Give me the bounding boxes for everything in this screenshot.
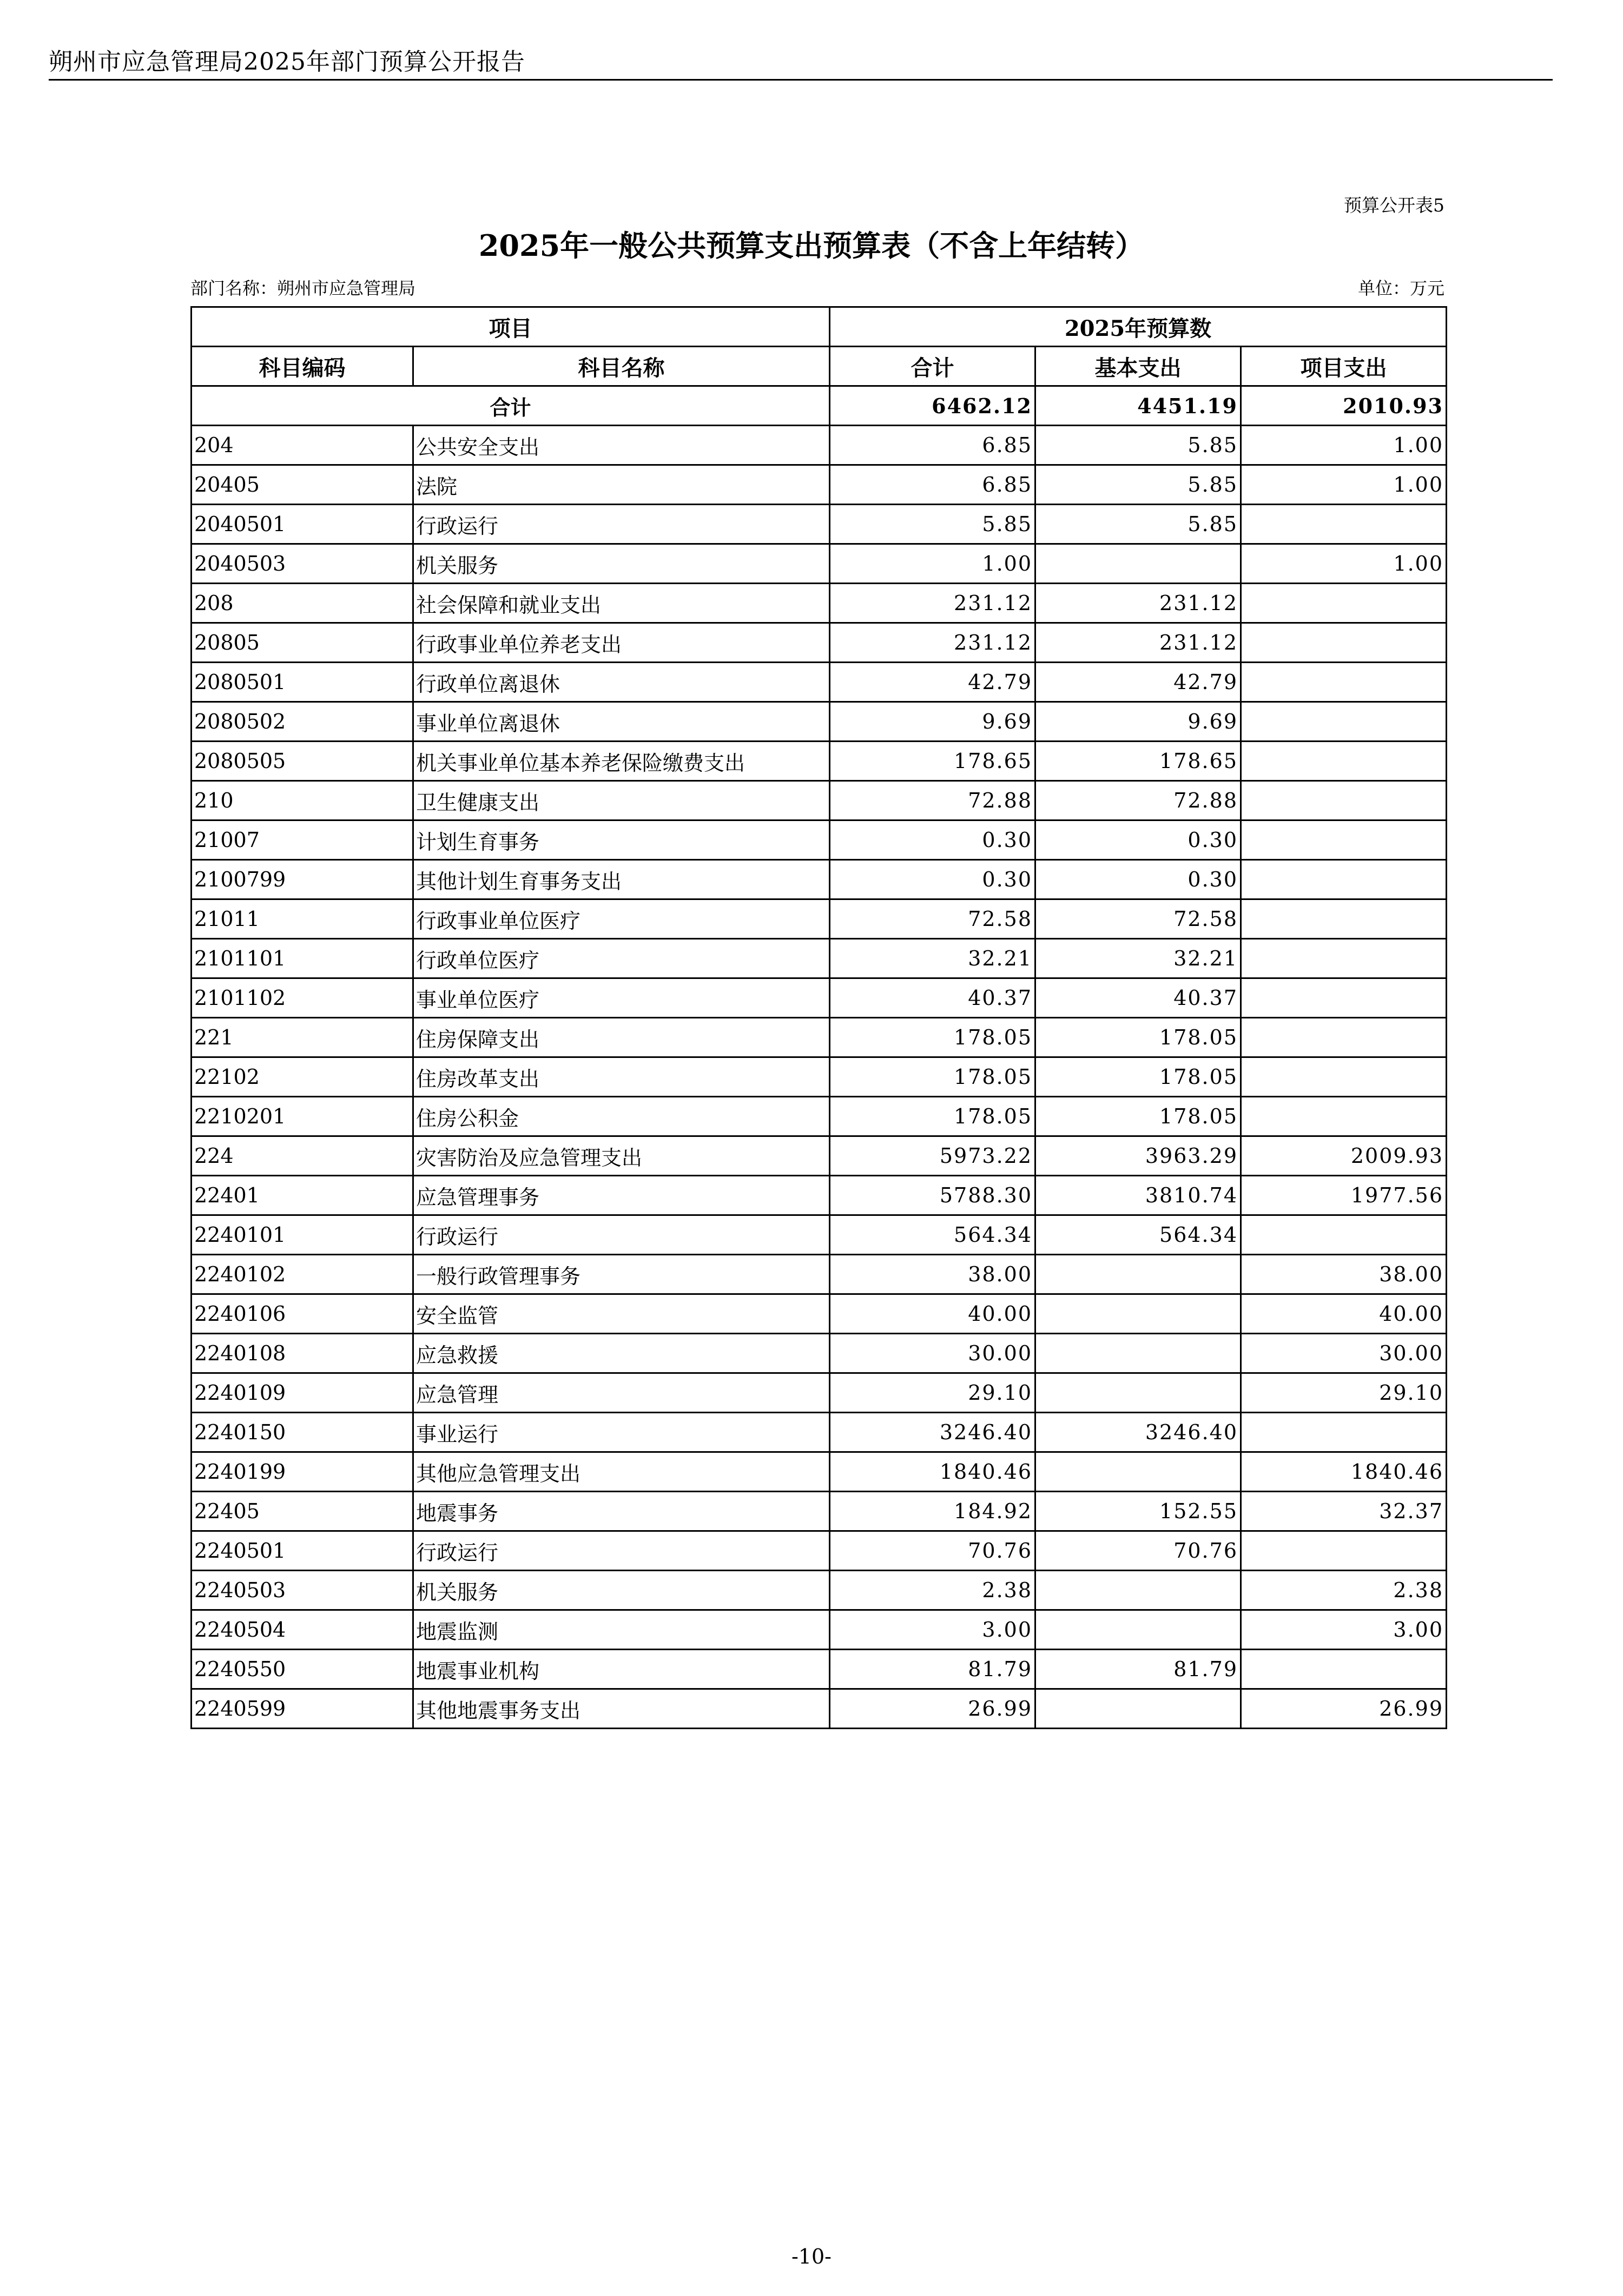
table-row <box>192 505 1447 544</box>
row-code: 2240503 <box>192 1571 413 1610</box>
row-name: 机关事业单位基本养老保险缴费支出 <box>413 742 830 781</box>
row-total: 70.76 <box>830 1531 1035 1571</box>
row-basic: 5.85 <box>1035 426 1241 465</box>
row-basic: 3246.40 <box>1035 1413 1241 1452</box>
row-name: 地震事业机构 <box>413 1650 830 1689</box>
table-row <box>192 702 1447 742</box>
header-rule <box>49 79 1553 81</box>
table-row <box>192 821 1447 860</box>
row-basic <box>1035 1334 1241 1373</box>
row-code: 2240109 <box>192 1373 413 1413</box>
row-code: 210 <box>192 781 413 821</box>
row-code: 2240501 <box>192 1531 413 1571</box>
row-basic: 40.37 <box>1035 978 1241 1018</box>
row-project <box>1241 623 1447 663</box>
row-basic <box>1035 1255 1241 1294</box>
header-year-budget: 2025年预算数 <box>830 307 1447 347</box>
row-total: 40.37 <box>830 978 1035 1018</box>
header-code: 科目编码 <box>192 347 413 386</box>
row-basic <box>1035 1452 1241 1492</box>
row-basic: 5.85 <box>1035 465 1241 505</box>
row-code: 2101101 <box>192 939 413 978</box>
row-name: 地震事务 <box>413 1492 830 1531</box>
row-code: 21007 <box>192 821 413 860</box>
row-total: 178.05 <box>830 1018 1035 1057</box>
table-row <box>192 1255 1447 1294</box>
table-row <box>192 1650 1447 1689</box>
row-project <box>1241 663 1447 702</box>
row-name: 事业单位离退休 <box>413 702 830 742</box>
row-total: 40.00 <box>830 1294 1035 1334</box>
row-name: 住房改革支出 <box>413 1057 830 1097</box>
row-project <box>1241 742 1447 781</box>
row-total: 1.00 <box>830 544 1035 584</box>
row-code: 204 <box>192 426 413 465</box>
row-code: 21011 <box>192 899 413 939</box>
row-basic: 178.05 <box>1035 1057 1241 1097</box>
row-name: 行政运行 <box>413 1531 830 1571</box>
row-basic <box>1035 1373 1241 1413</box>
row-basic: 178.05 <box>1035 1018 1241 1057</box>
row-name: 计划生育事务 <box>413 821 830 860</box>
table-row <box>192 1176 1447 1215</box>
row-basic <box>1035 1610 1241 1650</box>
row-name: 法院 <box>413 465 830 505</box>
row-total: 26.99 <box>830 1689 1035 1729</box>
department-label: 部门名称：朔州市应急管理局 <box>190 278 416 299</box>
table-row <box>192 1452 1447 1492</box>
row-code: 208 <box>192 584 413 623</box>
total-project: 2010.93 <box>1241 386 1447 426</box>
row-basic: 0.30 <box>1035 821 1241 860</box>
row-basic: 5.85 <box>1035 505 1241 544</box>
row-basic <box>1035 1294 1241 1334</box>
table-row <box>192 1531 1447 1571</box>
row-project <box>1241 1650 1447 1689</box>
row-total: 178.05 <box>830 1097 1035 1136</box>
row-code: 2240150 <box>192 1413 413 1452</box>
row-basic: 178.65 <box>1035 742 1241 781</box>
row-code: 20805 <box>192 623 413 663</box>
running-header: 朔州市应急管理局2025年部门预算公开报告 <box>49 48 525 76</box>
row-total: 6.85 <box>830 465 1035 505</box>
row-total: 29.10 <box>830 1373 1035 1413</box>
row-basic: 81.79 <box>1035 1650 1241 1689</box>
row-project <box>1241 1057 1447 1097</box>
row-code: 2040503 <box>192 544 413 584</box>
row-name: 行政运行 <box>413 1215 830 1255</box>
row-name: 灾害防治及应急管理支出 <box>413 1136 830 1176</box>
row-project: 38.00 <box>1241 1255 1447 1294</box>
row-project: 26.99 <box>1241 1689 1447 1729</box>
row-total: 0.30 <box>830 860 1035 899</box>
row-total: 231.12 <box>830 623 1035 663</box>
row-name: 住房公积金 <box>413 1097 830 1136</box>
table-row <box>192 1215 1447 1255</box>
unit-label: 单位：万元 <box>1357 278 1444 299</box>
row-code: 2240504 <box>192 1610 413 1650</box>
table-row <box>192 1018 1447 1057</box>
total-sum: 6462.12 <box>830 386 1035 426</box>
row-name: 机关服务 <box>413 1571 830 1610</box>
row-basic: 3963.29 <box>1035 1136 1241 1176</box>
table-row <box>192 426 1447 465</box>
row-basic: 32.21 <box>1035 939 1241 978</box>
row-basic: 42.79 <box>1035 663 1241 702</box>
row-code: 2210201 <box>192 1097 413 1136</box>
row-name: 安全监管 <box>413 1294 830 1334</box>
row-project <box>1241 978 1447 1018</box>
row-project: 29.10 <box>1241 1373 1447 1413</box>
budget-table <box>190 306 1447 1729</box>
row-name: 其他地震事务支出 <box>413 1689 830 1729</box>
row-name: 公共安全支出 <box>413 426 830 465</box>
row-project: 1977.56 <box>1241 1176 1447 1215</box>
table-row <box>192 742 1447 781</box>
row-name: 应急管理事务 <box>413 1176 830 1215</box>
header-project: 项目支出 <box>1241 347 1447 386</box>
row-total: 178.05 <box>830 1057 1035 1097</box>
row-project <box>1241 1097 1447 1136</box>
row-project <box>1241 939 1447 978</box>
row-code: 20405 <box>192 465 413 505</box>
row-basic: 70.76 <box>1035 1531 1241 1571</box>
row-project: 40.00 <box>1241 1294 1447 1334</box>
row-basic <box>1035 1689 1241 1729</box>
row-project: 1.00 <box>1241 544 1447 584</box>
row-project: 3.00 <box>1241 1610 1447 1650</box>
row-code: 2240108 <box>192 1334 413 1373</box>
row-project <box>1241 505 1447 544</box>
row-code: 2080502 <box>192 702 413 742</box>
row-total: 30.00 <box>830 1334 1035 1373</box>
table-row <box>192 978 1447 1018</box>
row-project: 30.00 <box>1241 1334 1447 1373</box>
table-row <box>192 1610 1447 1650</box>
table-row <box>192 899 1447 939</box>
row-total: 564.34 <box>830 1215 1035 1255</box>
table-row <box>192 1294 1447 1334</box>
row-name: 行政事业单位医疗 <box>413 899 830 939</box>
row-total: 72.88 <box>830 781 1035 821</box>
row-basic <box>1035 544 1241 584</box>
row-project: 1.00 <box>1241 465 1447 505</box>
row-code: 2040501 <box>192 505 413 544</box>
row-basic: 72.58 <box>1035 899 1241 939</box>
page-number: -10- <box>791 2245 832 2268</box>
row-basic: 152.55 <box>1035 1492 1241 1531</box>
row-total: 38.00 <box>830 1255 1035 1294</box>
row-code: 2240599 <box>192 1689 413 1729</box>
table-row <box>192 663 1447 702</box>
header-name: 科目名称 <box>413 347 830 386</box>
row-project: 2009.93 <box>1241 1136 1447 1176</box>
header-row-2 <box>192 347 1447 386</box>
row-code: 2240101 <box>192 1215 413 1255</box>
table-row <box>192 860 1447 899</box>
row-total: 178.65 <box>830 742 1035 781</box>
row-code: 2100799 <box>192 860 413 899</box>
table-row <box>192 1097 1447 1136</box>
row-project <box>1241 860 1447 899</box>
row-name: 事业运行 <box>413 1413 830 1452</box>
total-label: 合计 <box>192 386 830 426</box>
row-code: 2080501 <box>192 663 413 702</box>
table-title: 2025年一般公共预算支出预算表（不含上年结转） <box>478 228 1145 263</box>
row-name: 卫生健康支出 <box>413 781 830 821</box>
row-total: 72.58 <box>830 899 1035 939</box>
row-basic: 178.05 <box>1035 1097 1241 1136</box>
header-basic: 基本支出 <box>1035 347 1241 386</box>
row-name: 事业单位医疗 <box>413 978 830 1018</box>
row-code: 22401 <box>192 1176 413 1215</box>
row-project <box>1241 899 1447 939</box>
header-total: 合计 <box>830 347 1035 386</box>
row-name: 社会保障和就业支出 <box>413 584 830 623</box>
row-basic: 231.12 <box>1035 584 1241 623</box>
row-total: 6.85 <box>830 426 1035 465</box>
row-total: 3246.40 <box>830 1413 1035 1452</box>
row-code: 224 <box>192 1136 413 1176</box>
row-name: 行政运行 <box>413 505 830 544</box>
row-basic: 564.34 <box>1035 1215 1241 1255</box>
row-basic: 72.88 <box>1035 781 1241 821</box>
row-name: 行政单位医疗 <box>413 939 830 978</box>
row-basic: 9.69 <box>1035 702 1241 742</box>
table-row <box>192 1136 1447 1176</box>
row-project: 2.38 <box>1241 1571 1447 1610</box>
table-row <box>192 1689 1447 1729</box>
row-name: 行政单位离退休 <box>413 663 830 702</box>
row-code: 2240106 <box>192 1294 413 1334</box>
row-name: 行政事业单位养老支出 <box>413 623 830 663</box>
table-row <box>192 465 1447 505</box>
row-total: 184.92 <box>830 1492 1035 1531</box>
row-name: 其他应急管理支出 <box>413 1452 830 1492</box>
row-basic: 3810.74 <box>1035 1176 1241 1215</box>
row-code: 221 <box>192 1018 413 1057</box>
row-basic: 0.30 <box>1035 860 1241 899</box>
row-total: 3.00 <box>830 1610 1035 1650</box>
row-total: 231.12 <box>830 584 1035 623</box>
table-row <box>192 623 1447 663</box>
row-project <box>1241 821 1447 860</box>
row-total: 1840.46 <box>830 1452 1035 1492</box>
row-project: 32.37 <box>1241 1492 1447 1531</box>
row-total: 5973.22 <box>830 1136 1035 1176</box>
table-row <box>192 1334 1447 1373</box>
row-code: 2080505 <box>192 742 413 781</box>
row-total: 5.85 <box>830 505 1035 544</box>
row-total: 0.30 <box>830 821 1035 860</box>
row-project <box>1241 1531 1447 1571</box>
row-code: 22405 <box>192 1492 413 1531</box>
row-total: 2.38 <box>830 1571 1035 1610</box>
row-name: 应急管理 <box>413 1373 830 1413</box>
total-basic: 4451.19 <box>1035 386 1241 426</box>
table-row <box>192 1057 1447 1097</box>
row-name: 一般行政管理事务 <box>413 1255 830 1294</box>
row-name: 机关服务 <box>413 544 830 584</box>
row-basic: 231.12 <box>1035 623 1241 663</box>
row-code: 2240102 <box>192 1255 413 1294</box>
header-row-1 <box>192 307 1447 347</box>
table-row <box>192 584 1447 623</box>
row-name: 应急救援 <box>413 1334 830 1373</box>
total-row <box>192 386 1447 426</box>
row-project: 1.00 <box>1241 426 1447 465</box>
table-number: 预算公开表5 <box>1344 195 1444 216</box>
row-total: 5788.30 <box>830 1176 1035 1215</box>
table-row <box>192 1571 1447 1610</box>
row-project <box>1241 584 1447 623</box>
row-basic <box>1035 1571 1241 1610</box>
row-total: 81.79 <box>830 1650 1035 1689</box>
row-total: 9.69 <box>830 702 1035 742</box>
row-name: 其他计划生育事务支出 <box>413 860 830 899</box>
row-name: 地震监测 <box>413 1610 830 1650</box>
row-code: 2240550 <box>192 1650 413 1689</box>
row-total: 32.21 <box>830 939 1035 978</box>
row-code: 2240199 <box>192 1452 413 1492</box>
table-row <box>192 1413 1447 1452</box>
table-row <box>192 1492 1447 1531</box>
row-code: 22102 <box>192 1057 413 1097</box>
row-project <box>1241 781 1447 821</box>
row-project <box>1241 702 1447 742</box>
row-project <box>1241 1018 1447 1057</box>
header-item: 项目 <box>192 307 830 347</box>
table-row <box>192 544 1447 584</box>
row-project <box>1241 1215 1447 1255</box>
table-row <box>192 939 1447 978</box>
row-total: 42.79 <box>830 663 1035 702</box>
table-row <box>192 781 1447 821</box>
table-row <box>192 1373 1447 1413</box>
row-code: 2101102 <box>192 978 413 1018</box>
row-project: 1840.46 <box>1241 1452 1447 1492</box>
row-name: 住房保障支出 <box>413 1018 830 1057</box>
row-project <box>1241 1413 1447 1452</box>
